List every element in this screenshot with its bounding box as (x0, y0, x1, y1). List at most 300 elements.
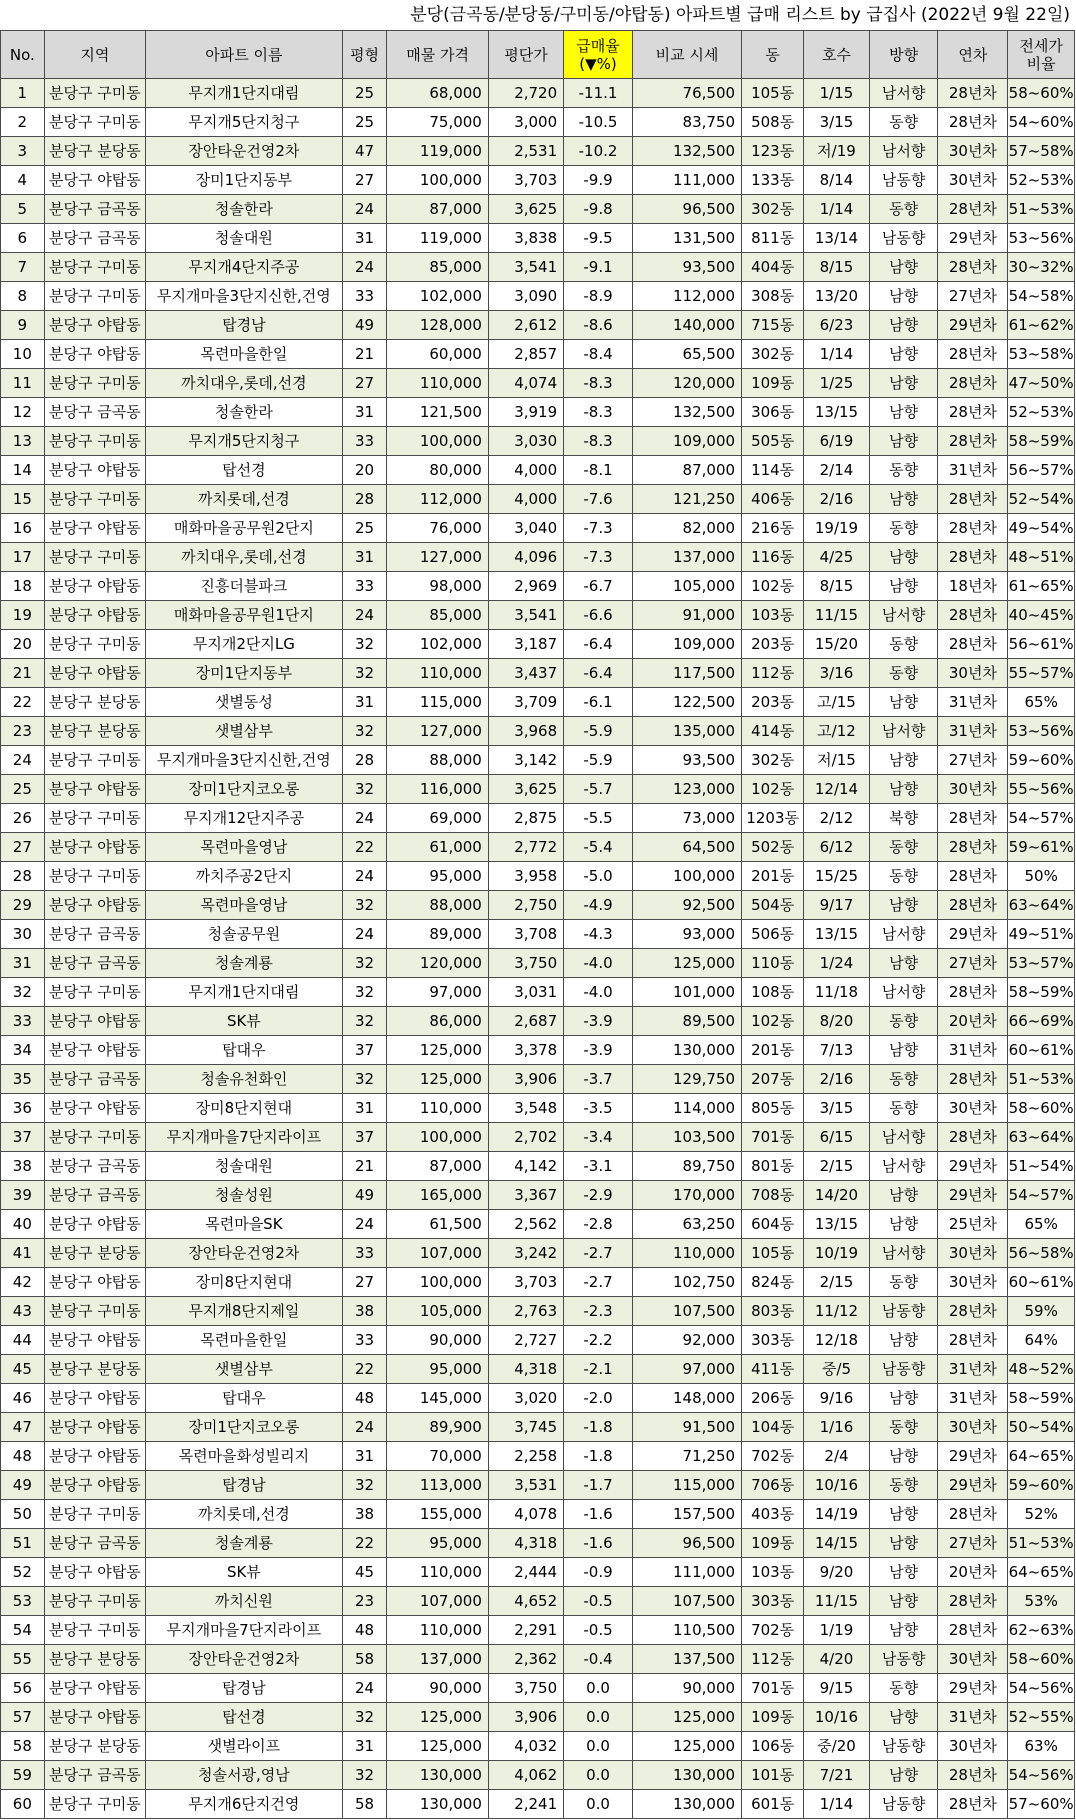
cell-size: 37 (342, 1036, 387, 1065)
cell-apartment: 무지개5단지청구 (146, 427, 342, 456)
cell-market-price: 87,000 (632, 456, 741, 485)
cell-age: 30년차 (938, 137, 1008, 166)
cell-market-price: 110,000 (632, 1239, 741, 1268)
cell-building: 302동 (742, 746, 804, 775)
cell-no: 6 (1, 224, 45, 253)
cell-age: 28년차 (938, 195, 1008, 224)
cell-price-per-pyeong: 3,750 (488, 1674, 563, 1703)
cell-size: 27 (342, 369, 387, 398)
cell-building: 201동 (742, 1036, 804, 1065)
cell-size: 24 (342, 920, 387, 949)
cell-age: 29년차 (938, 920, 1008, 949)
cell-direction: 남향 (869, 1384, 938, 1413)
cell-price-per-pyeong: 3,548 (488, 1094, 563, 1123)
cell-no: 26 (1, 804, 45, 833)
cell-jeonse-ratio: 51~53% (1008, 1529, 1075, 1558)
cell-region: 분당구 야탑동 (44, 1413, 146, 1442)
cell-jeonse-ratio: 65% (1008, 688, 1075, 717)
cell-jeonse-ratio: 48~51% (1008, 543, 1075, 572)
cell-price: 100,000 (387, 1268, 489, 1297)
cell-apartment: 목련마을SK (146, 1210, 342, 1239)
cell-no: 19 (1, 601, 45, 630)
cell-direction: 남향 (869, 543, 938, 572)
cell-price: 102,000 (387, 630, 489, 659)
header-apartment: 아파트 이름 (146, 31, 342, 79)
cell-direction: 남향 (869, 427, 938, 456)
cell-discount-rate: 0.0 (564, 1761, 633, 1790)
cell-size: 31 (342, 1094, 387, 1123)
cell-building: 116동 (742, 543, 804, 572)
cell-market-price: 121,250 (632, 485, 741, 514)
cell-size: 28 (342, 746, 387, 775)
cell-direction: 남동향 (869, 1732, 938, 1761)
cell-unit: 14/20 (804, 1181, 869, 1210)
table-row (1, 1152, 1075, 1181)
table-row (1, 1761, 1075, 1790)
cell-region: 분당구 야탑동 (44, 1094, 146, 1123)
cell-size: 27 (342, 1268, 387, 1297)
cell-jeonse-ratio: 54~56% (1008, 1761, 1075, 1790)
cell-building: 112동 (742, 659, 804, 688)
cell-price-per-pyeong: 3,708 (488, 920, 563, 949)
cell-size: 48 (342, 1384, 387, 1413)
cell-jeonse-ratio: 64~65% (1008, 1558, 1075, 1587)
cell-jeonse-ratio: 53% (1008, 1587, 1075, 1616)
cell-age: 28년차 (938, 833, 1008, 862)
cell-apartment: 무지개마을3단지신한,건영 (146, 282, 342, 311)
cell-no: 39 (1, 1181, 45, 1210)
cell-jeonse-ratio: 60~61% (1008, 1036, 1075, 1065)
cell-price: 100,000 (387, 166, 489, 195)
cell-apartment: 샛별삼부 (146, 717, 342, 746)
cell-region: 분당구 금곡동 (44, 1065, 146, 1094)
cell-price-per-pyeong: 3,968 (488, 717, 563, 746)
table-row (1, 1471, 1075, 1500)
cell-region: 분당구 야탑동 (44, 572, 146, 601)
cell-unit: 12/14 (804, 775, 869, 804)
table-row (1, 1732, 1075, 1761)
cell-apartment: 청솔대원 (146, 1152, 342, 1181)
cell-price: 95,000 (387, 862, 489, 891)
cell-no: 14 (1, 456, 45, 485)
cell-unit: 2/15 (804, 1268, 869, 1297)
cell-market-price: 148,000 (632, 1384, 741, 1413)
table-row (1, 166, 1075, 195)
cell-apartment: 청솔서광,영남 (146, 1761, 342, 1790)
report-title: 분당(금곡동/분당동/구미동/야탑동) 아파트별 급매 리스트 by 급집사 (2022년 9월 22일) (410, 5, 1070, 25)
cell-no: 30 (1, 920, 45, 949)
cell-jeonse-ratio: 63~64% (1008, 891, 1075, 920)
table-row (1, 1500, 1075, 1529)
cell-building: 502동 (742, 833, 804, 862)
cell-size: 27 (342, 166, 387, 195)
cell-no: 42 (1, 1268, 45, 1297)
cell-unit: 고/12 (804, 717, 869, 746)
cell-direction: 남향 (869, 949, 938, 978)
cell-discount-rate: -3.1 (564, 1152, 633, 1181)
cell-region: 분당구 구미동 (44, 746, 146, 775)
cell-jeonse-ratio: 59~61% (1008, 833, 1075, 862)
cell-jeonse-ratio: 58~60% (1008, 1645, 1075, 1674)
cell-discount-rate: -7.3 (564, 543, 633, 572)
cell-building: 201동 (742, 862, 804, 891)
cell-jeonse-ratio: 57~58% (1008, 137, 1075, 166)
cell-building: 112동 (742, 1645, 804, 1674)
cell-building: 109동 (742, 1703, 804, 1732)
cell-market-price: 101,000 (632, 978, 741, 1007)
cell-age: 28년차 (938, 543, 1008, 572)
cell-apartment: 장미8단지현대 (146, 1268, 342, 1297)
cell-no: 17 (1, 543, 45, 572)
cell-price: 137,000 (387, 1645, 489, 1674)
cell-building: 805동 (742, 1094, 804, 1123)
cell-market-price: 91,500 (632, 1413, 741, 1442)
cell-price: 70,000 (387, 1442, 489, 1471)
cell-unit: 고/15 (804, 688, 869, 717)
cell-building: 706동 (742, 1471, 804, 1500)
cell-market-price: 111,000 (632, 1558, 741, 1587)
cell-market-price: 131,500 (632, 224, 741, 253)
cell-unit: 1/16 (804, 1413, 869, 1442)
cell-market-price: 123,000 (632, 775, 741, 804)
cell-price: 69,000 (387, 804, 489, 833)
cell-unit: 2/14 (804, 456, 869, 485)
cell-no: 50 (1, 1500, 45, 1529)
cell-unit: 7/13 (804, 1036, 869, 1065)
table-row (1, 891, 1075, 920)
cell-region: 분당구 분당동 (44, 688, 146, 717)
cell-discount-rate: -9.1 (564, 253, 633, 282)
cell-age: 28년차 (938, 891, 1008, 920)
table-row (1, 1065, 1075, 1094)
cell-discount-rate: -3.7 (564, 1065, 633, 1094)
cell-apartment: 장미1단지코오롱 (146, 775, 342, 804)
cell-discount-rate: -1.6 (564, 1500, 633, 1529)
cell-unit: 2/4 (804, 1442, 869, 1471)
cell-region: 분당구 구미동 (44, 1500, 146, 1529)
cell-price-per-pyeong: 2,857 (488, 340, 563, 369)
cell-price-per-pyeong: 4,318 (488, 1355, 563, 1384)
cell-unit: 1/14 (804, 1790, 869, 1819)
cell-size: 32 (342, 1007, 387, 1036)
table-row (1, 253, 1075, 282)
cell-size: 58 (342, 1645, 387, 1674)
cell-market-price: 125,000 (632, 1703, 741, 1732)
cell-apartment: 청솔계룡 (146, 949, 342, 978)
cell-direction: 동향 (869, 1413, 938, 1442)
cell-direction: 남향 (869, 572, 938, 601)
cell-unit: 중/20 (804, 1732, 869, 1761)
cell-region: 분당구 구미동 (44, 1587, 146, 1616)
cell-building: 604동 (742, 1210, 804, 1239)
cell-discount-rate: -8.6 (564, 311, 633, 340)
cell-apartment: 샛별라이프 (146, 1732, 342, 1761)
cell-apartment: 청솔유천화인 (146, 1065, 342, 1094)
cell-apartment: 목련마을영남 (146, 833, 342, 862)
cell-direction: 동향 (869, 195, 938, 224)
cell-building: 109동 (742, 369, 804, 398)
cell-no: 55 (1, 1645, 45, 1674)
cell-region: 분당구 구미동 (44, 804, 146, 833)
cell-region: 분당구 구미동 (44, 253, 146, 282)
cell-discount-rate: -10.5 (564, 108, 633, 137)
cell-market-price: 125,000 (632, 949, 741, 978)
cell-unit: 2/15 (804, 1152, 869, 1181)
listing-table (0, 30, 1075, 1819)
cell-price-per-pyeong: 3,187 (488, 630, 563, 659)
cell-jeonse-ratio: 55~56% (1008, 775, 1075, 804)
cell-age: 28년차 (938, 1500, 1008, 1529)
table-row (1, 1181, 1075, 1210)
cell-discount-rate: -2.2 (564, 1326, 633, 1355)
cell-age: 30년차 (938, 775, 1008, 804)
cell-age: 30년차 (938, 1094, 1008, 1123)
cell-market-price: 76,500 (632, 79, 741, 108)
cell-price: 95,000 (387, 1529, 489, 1558)
cell-region: 분당구 야탑동 (44, 659, 146, 688)
cell-price-per-pyeong: 2,720 (488, 79, 563, 108)
cell-price-per-pyeong: 3,906 (488, 1065, 563, 1094)
cell-size: 31 (342, 1732, 387, 1761)
cell-jeonse-ratio: 59~60% (1008, 746, 1075, 775)
cell-building: 216동 (742, 514, 804, 543)
cell-age: 28년차 (938, 398, 1008, 427)
cell-price: 110,000 (387, 1616, 489, 1645)
cell-market-price: 97,000 (632, 1355, 741, 1384)
cell-no: 47 (1, 1413, 45, 1442)
cell-market-price: 130,000 (632, 1790, 741, 1819)
cell-direction: 남향 (869, 282, 938, 311)
cell-apartment: 장미8단지현대 (146, 1094, 342, 1123)
cell-region: 분당구 야탑동 (44, 1703, 146, 1732)
cell-price: 61,500 (387, 1210, 489, 1239)
cell-price-per-pyeong: 3,750 (488, 949, 563, 978)
cell-price: 76,000 (387, 514, 489, 543)
cell-price: 105,000 (387, 1297, 489, 1326)
cell-no: 57 (1, 1703, 45, 1732)
cell-building: 708동 (742, 1181, 804, 1210)
cell-size: 32 (342, 659, 387, 688)
cell-price: 89,900 (387, 1413, 489, 1442)
cell-price-per-pyeong: 4,032 (488, 1732, 563, 1761)
cell-building: 1203동 (742, 804, 804, 833)
cell-discount-rate: -8.3 (564, 369, 633, 398)
table-row (1, 862, 1075, 891)
cell-no: 34 (1, 1036, 45, 1065)
cell-apartment: 탑경남 (146, 1674, 342, 1703)
cell-jeonse-ratio: 56~57% (1008, 456, 1075, 485)
cell-apartment: 청솔대원 (146, 224, 342, 253)
cell-direction: 남향 (869, 340, 938, 369)
cell-region: 분당구 야탑동 (44, 1384, 146, 1413)
cell-age: 28년차 (938, 630, 1008, 659)
cell-market-price: 120,000 (632, 369, 741, 398)
cell-unit: 9/15 (804, 1674, 869, 1703)
cell-building: 824동 (742, 1268, 804, 1297)
cell-apartment: 까치대우,롯데,선경 (146, 543, 342, 572)
cell-price-per-pyeong: 4,652 (488, 1587, 563, 1616)
cell-market-price: 83,750 (632, 108, 741, 137)
cell-direction: 동향 (869, 833, 938, 862)
cell-region: 분당구 금곡동 (44, 195, 146, 224)
cell-direction: 동향 (869, 1471, 938, 1500)
cell-price: 110,000 (387, 659, 489, 688)
cell-region: 분당구 야탑동 (44, 1558, 146, 1587)
cell-apartment: 무지개마을3단지신한,건영 (146, 746, 342, 775)
cell-price: 90,000 (387, 1674, 489, 1703)
cell-discount-rate: -2.1 (564, 1355, 633, 1384)
cell-discount-rate: -1.8 (564, 1413, 633, 1442)
cell-discount-rate: -2.3 (564, 1297, 633, 1326)
cell-jeonse-ratio: 63% (1008, 1732, 1075, 1761)
cell-price-per-pyeong: 4,000 (488, 456, 563, 485)
cell-price: 89,000 (387, 920, 489, 949)
table-row (1, 978, 1075, 1007)
cell-building: 103동 (742, 1558, 804, 1587)
cell-market-price: 109,000 (632, 630, 741, 659)
cell-unit: 1/14 (804, 195, 869, 224)
cell-size: 22 (342, 1355, 387, 1384)
cell-size: 32 (342, 1761, 387, 1790)
cell-discount-rate: -6.4 (564, 659, 633, 688)
cell-discount-rate: -6.1 (564, 688, 633, 717)
table-row (1, 1123, 1075, 1152)
cell-jeonse-ratio: 52~54% (1008, 485, 1075, 514)
cell-age: 28년차 (938, 1326, 1008, 1355)
cell-apartment: 탑경남 (146, 311, 342, 340)
cell-unit: 3/15 (804, 1094, 869, 1123)
cell-building: 133동 (742, 166, 804, 195)
cell-age: 28년차 (938, 1616, 1008, 1645)
cell-no: 18 (1, 572, 45, 601)
cell-age: 25년차 (938, 1210, 1008, 1239)
cell-price-per-pyeong: 3,709 (488, 688, 563, 717)
cell-size: 31 (342, 543, 387, 572)
cell-discount-rate: -2.8 (564, 1210, 633, 1239)
cell-region: 분당구 구미동 (44, 862, 146, 891)
cell-apartment: SK뷰 (146, 1007, 342, 1036)
cell-age: 27년차 (938, 1529, 1008, 1558)
cell-no: 11 (1, 369, 45, 398)
cell-discount-rate: -8.3 (564, 398, 633, 427)
cell-no: 20 (1, 630, 45, 659)
cell-direction: 남서향 (869, 79, 938, 108)
table-row (1, 1442, 1075, 1471)
cell-jeonse-ratio: 49~51% (1008, 920, 1075, 949)
cell-jeonse-ratio: 59% (1008, 1297, 1075, 1326)
table-row (1, 1790, 1075, 1819)
cell-jeonse-ratio: 63~64% (1008, 1123, 1075, 1152)
cell-price: 87,000 (387, 195, 489, 224)
cell-jeonse-ratio: 61~62% (1008, 311, 1075, 340)
cell-apartment: 장미1단지동부 (146, 166, 342, 195)
cell-price-per-pyeong: 3,142 (488, 746, 563, 775)
cell-apartment: 탑선경 (146, 456, 342, 485)
cell-jeonse-ratio: 48~52% (1008, 1355, 1075, 1384)
cell-market-price: 115,000 (632, 1471, 741, 1500)
cell-price: 145,000 (387, 1384, 489, 1413)
cell-no: 27 (1, 833, 45, 862)
header-jeonse-ratio: 전세가 비율 (1008, 31, 1075, 79)
cell-price-per-pyeong: 4,062 (488, 1761, 563, 1790)
table-row (1, 1007, 1075, 1036)
cell-price: 80,000 (387, 456, 489, 485)
table-row (1, 543, 1075, 572)
cell-market-price: 90,000 (632, 1674, 741, 1703)
cell-market-price: 114,000 (632, 1094, 741, 1123)
cell-region: 분당구 야탑동 (44, 1326, 146, 1355)
cell-unit: 1/19 (804, 1616, 869, 1645)
cell-building: 403동 (742, 1500, 804, 1529)
cell-direction: 남향 (869, 1442, 938, 1471)
cell-market-price: 107,500 (632, 1297, 741, 1326)
cell-size: 32 (342, 630, 387, 659)
cell-apartment: 무지개마을7단지라이프 (146, 1616, 342, 1645)
cell-direction: 남향 (869, 688, 938, 717)
cell-size: 24 (342, 1210, 387, 1239)
cell-unit: 4/25 (804, 543, 869, 572)
cell-size: 45 (342, 1558, 387, 1587)
cell-age: 18년차 (938, 572, 1008, 601)
cell-region: 분당구 구미동 (44, 1616, 146, 1645)
cell-price: 127,000 (387, 717, 489, 746)
cell-jeonse-ratio: 54~60% (1008, 108, 1075, 137)
cell-price-per-pyeong: 3,030 (488, 427, 563, 456)
cell-unit: 3/16 (804, 659, 869, 688)
cell-size: 32 (342, 1065, 387, 1094)
cell-age: 30년차 (938, 1645, 1008, 1674)
cell-price-per-pyeong: 2,969 (488, 572, 563, 601)
cell-discount-rate: -7.3 (564, 514, 633, 543)
cell-jeonse-ratio: 51~54% (1008, 1152, 1075, 1181)
cell-no: 33 (1, 1007, 45, 1036)
cell-market-price: 65,500 (632, 340, 741, 369)
cell-age: 31년차 (938, 1384, 1008, 1413)
cell-age: 28년차 (938, 1123, 1008, 1152)
cell-no: 21 (1, 659, 45, 688)
cell-market-price: 135,000 (632, 717, 741, 746)
cell-no: 44 (1, 1326, 45, 1355)
cell-building: 102동 (742, 1007, 804, 1036)
cell-market-price: 82,000 (632, 514, 741, 543)
table-row (1, 1703, 1075, 1732)
cell-size: 32 (342, 1703, 387, 1732)
cell-direction: 동향 (869, 514, 938, 543)
cell-market-price: 103,500 (632, 1123, 741, 1152)
cell-unit: 9/17 (804, 891, 869, 920)
cell-price: 113,000 (387, 1471, 489, 1500)
cell-building: 601동 (742, 1790, 804, 1819)
cell-price: 125,000 (387, 1732, 489, 1761)
cell-discount-rate: -3.4 (564, 1123, 633, 1152)
header-row (1, 31, 1075, 79)
cell-age: 30년차 (938, 1268, 1008, 1297)
cell-direction: 남향 (869, 1703, 938, 1732)
cell-price: 100,000 (387, 427, 489, 456)
cell-unit: 6/19 (804, 427, 869, 456)
table-row (1, 108, 1075, 137)
cell-market-price: 111,000 (632, 166, 741, 195)
cell-market-price: 137,000 (632, 543, 741, 572)
cell-price: 90,000 (387, 1326, 489, 1355)
cell-market-price: 110,500 (632, 1616, 741, 1645)
header-direction: 방향 (869, 31, 938, 79)
cell-apartment: 까치대우,롯데,선경 (146, 369, 342, 398)
cell-region: 분당구 구미동 (44, 485, 146, 514)
cell-age: 28년차 (938, 804, 1008, 833)
cell-price: 127,000 (387, 543, 489, 572)
cell-jeonse-ratio: 61~65% (1008, 572, 1075, 601)
